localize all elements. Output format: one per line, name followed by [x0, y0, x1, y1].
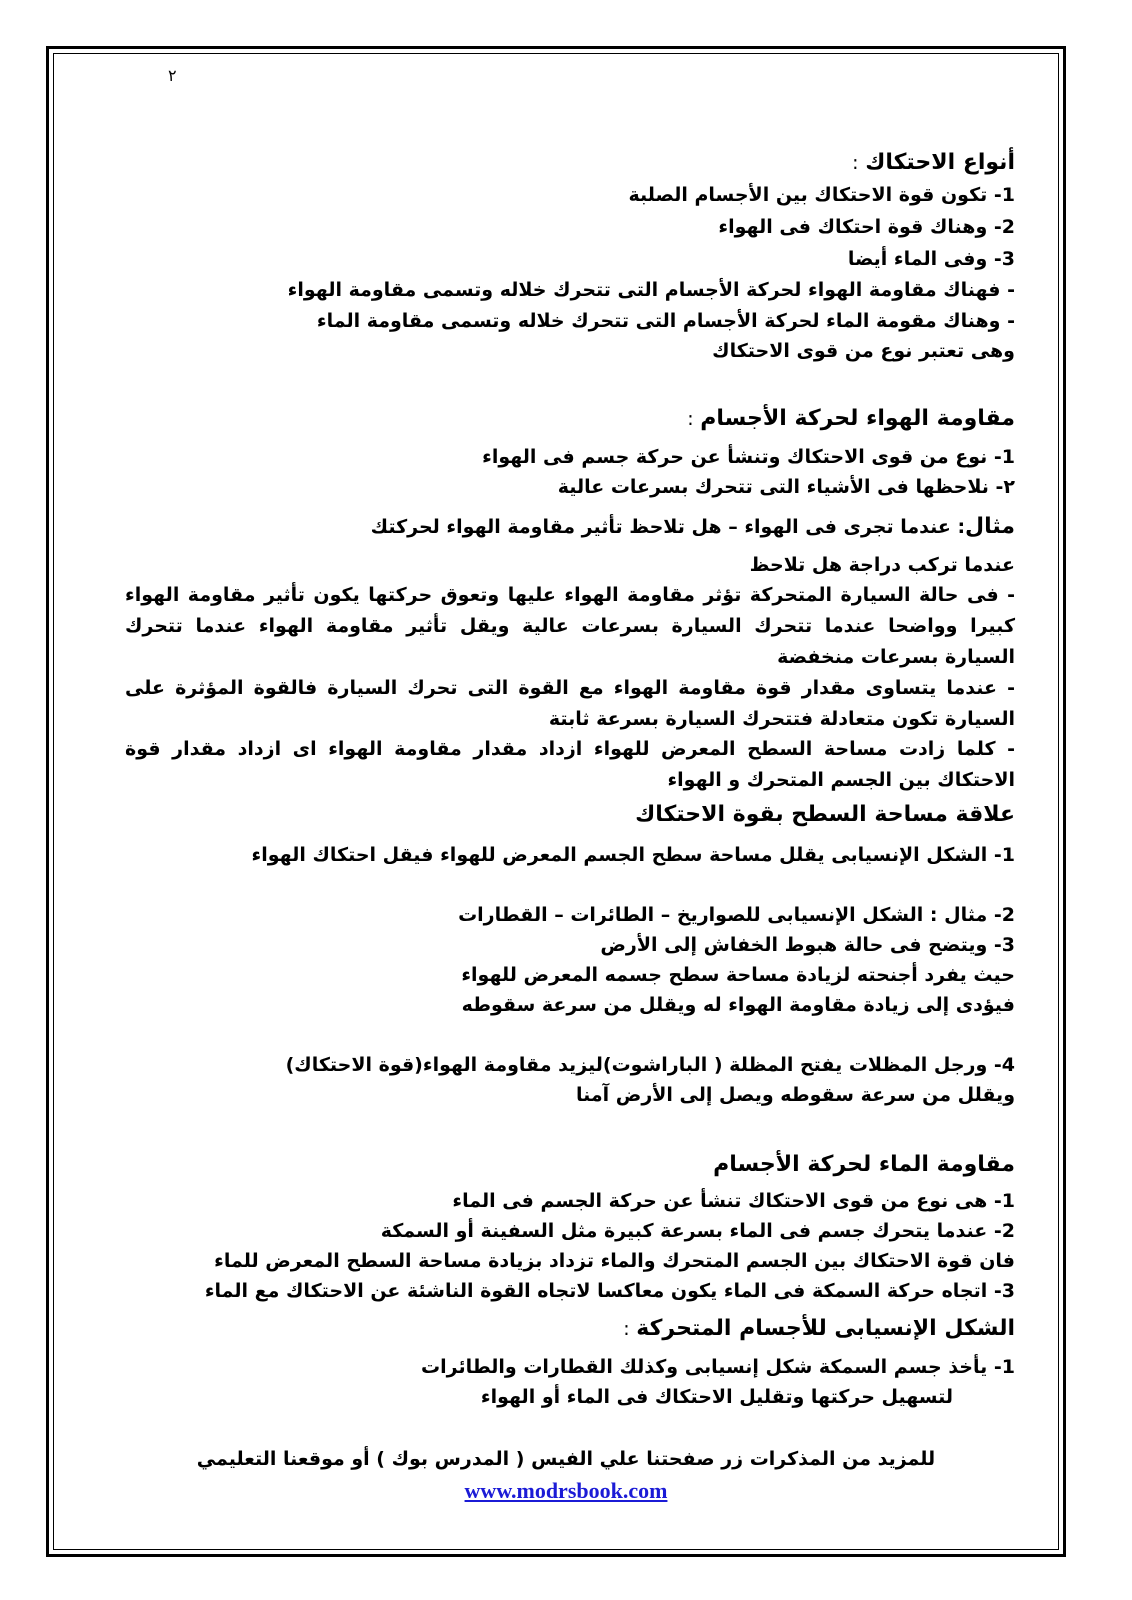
surface-line: 1- الشكل الإنسيابى يقلل مساحة سطح الجسم المعرض للهواء فيقل احتكاك الهواء	[251, 844, 1015, 866]
water-line: 1- هى نوع من قوى الاحتكاك تنشأ عن حركة الجسم فى الماء	[452, 1190, 1015, 1212]
section-heading-air	[687, 404, 1015, 434]
water-line: 2- عندما يتحرك جسم فى الماء بسرعة كبيرة مثل السفينة أو السمكة	[380, 1220, 1015, 1242]
footer-website-link[interactable]: www.modrsbook.com	[464, 1478, 668, 1503]
surface-heading: علاقة مساحة السطح بقوة الاحتكاك	[635, 802, 1015, 827]
air-heading-colon: :	[687, 408, 694, 430]
surface-line: فيؤدى إلى زيادة مقاومة الهواء له ويقلل من سرعة سقوطه	[461, 994, 1015, 1016]
air-heading: مقاومة الهواء لحركة الأجسام	[700, 406, 1015, 431]
air-bike-line: عندما تركب دراجة هل تلاحظ	[749, 554, 1015, 576]
example-label: مثال	[965, 514, 1015, 539]
air-line: 1- نوع من قوى الاحتكاك وتنشأ عن حركة جسم فى الهواء	[482, 446, 1015, 468]
streamline-heading: الشكل الإنسيابى للأجسام المتحركة	[636, 1316, 1015, 1341]
water-heading: مقاومة الماء لحركة الأجسام	[713, 1152, 1015, 1177]
example-text: : عندما تجرى فى الهواء – هل تلاحظ تأثير مقاومة الهواء لحركتك	[370, 516, 966, 538]
streamline-line: لتسهيل حركتها وتقليل الاحتكاك فى الماء أو الهواء	[480, 1386, 953, 1408]
footer-text: للمزيد من المذكرات زر صفحتنا علي الفيس ( المدرس بوك ) أو موقعنا التعليمي	[196, 1448, 936, 1470]
streamline-heading-colon: :	[623, 1318, 630, 1340]
air-paragraph: - عندما يتساوى مقدار قوة مقاومة الهواء مع القوة التى تحرك السيارة فالقوة المؤثرة على السيارة تكون متعادلة فتتحرك السيارة بسرعة ثابتة	[125, 677, 1015, 730]
page-number: ٢	[168, 66, 177, 85]
air-example	[371, 512, 1015, 542]
surface-line: 2- مثال : الشكل الإنسيابى للصواريخ – الطائرات – القطارات	[458, 904, 1015, 926]
streamline-line: 1- يأخذ جسم السمكة شكل إنسيابى وكذلك القطارات والطائرات	[421, 1356, 1015, 1378]
air-line: ٢- نلاحظها فى الأشياء التى تتحرك بسرعات عالية	[557, 476, 1015, 498]
section-heading-surface	[635, 800, 1015, 830]
section-heading-water	[713, 1150, 1015, 1180]
air-paragraph: - فى حالة السيارة المتحركة تؤثر مقاومة الهواء عليها وتعوق حركتها يكون تأثير مقاومة الهواء كبيرا وواضحا عندما تتحرك السيارة بسرعات عالية ويقل تأثير مقاومة الهواء عندما تتحرك السيارة بسرعات منخفضة	[125, 584, 1015, 668]
types-line: - فهناك مقاومة الهواء لحركة الأجسام التى تتحرك خلاله وتسمى مقاومة الهواء	[287, 279, 1015, 301]
section-heading-types	[852, 148, 1015, 178]
surface-line: 3- ويتضح فى حالة هبوط الخفاش إلى الأرض	[600, 934, 1015, 956]
air-paragraph: - كلما زادت مساحة السطح المعرض للهواء ازداد مقدار مقاومة الهواء اى ازداد مقدار قوة الاحتكاك بين الجسم المتحرك و الهواء	[125, 738, 1015, 791]
water-line: فان قوة الاحتكاك بين الجسم المتحرك والماء تزداد بزيادة مساحة السطح المعرض للماء	[214, 1250, 1015, 1272]
types-line: وهى تعتبر نوع من قوى الاحتكاك	[712, 340, 1015, 362]
surface-line: ويقلل من سرعة سقوطه ويصل إلى الأرض آمنا	[575, 1084, 1015, 1106]
section-heading-streamline	[623, 1314, 1015, 1344]
types-line: 1- تكون قوة الاحتكاك بين الأجسام الصلبة	[628, 184, 1015, 206]
types-line: 2- وهناك قوة احتكاك فى الهواء	[718, 216, 1015, 238]
water-line: 3- اتجاه حركة السمكة فى الماء يكون معاكسا لاتجاه القوة الناشئة عن الاحتكاك مع الماء	[204, 1280, 1015, 1302]
types-heading: أنواع الاحتكاك	[865, 150, 1015, 175]
types-line: 3- وفى الماء أيضا	[847, 248, 1015, 270]
types-heading-colon: :	[852, 152, 859, 174]
surface-line: حيث يفرد أجنحته لزيادة مساحة سطح جسمه المعرض للهواء	[461, 964, 1015, 986]
surface-line: 4- ورجل المظلات يفتح المظلة ( الباراشوت)ليزيد مقاومة الهواء(قوة الاحتكاك)	[285, 1054, 1015, 1076]
types-line: - وهناك مقومة الماء لحركة الأجسام التى تتحرك خلاله وتسمى مقاومة الماء	[316, 310, 1015, 332]
